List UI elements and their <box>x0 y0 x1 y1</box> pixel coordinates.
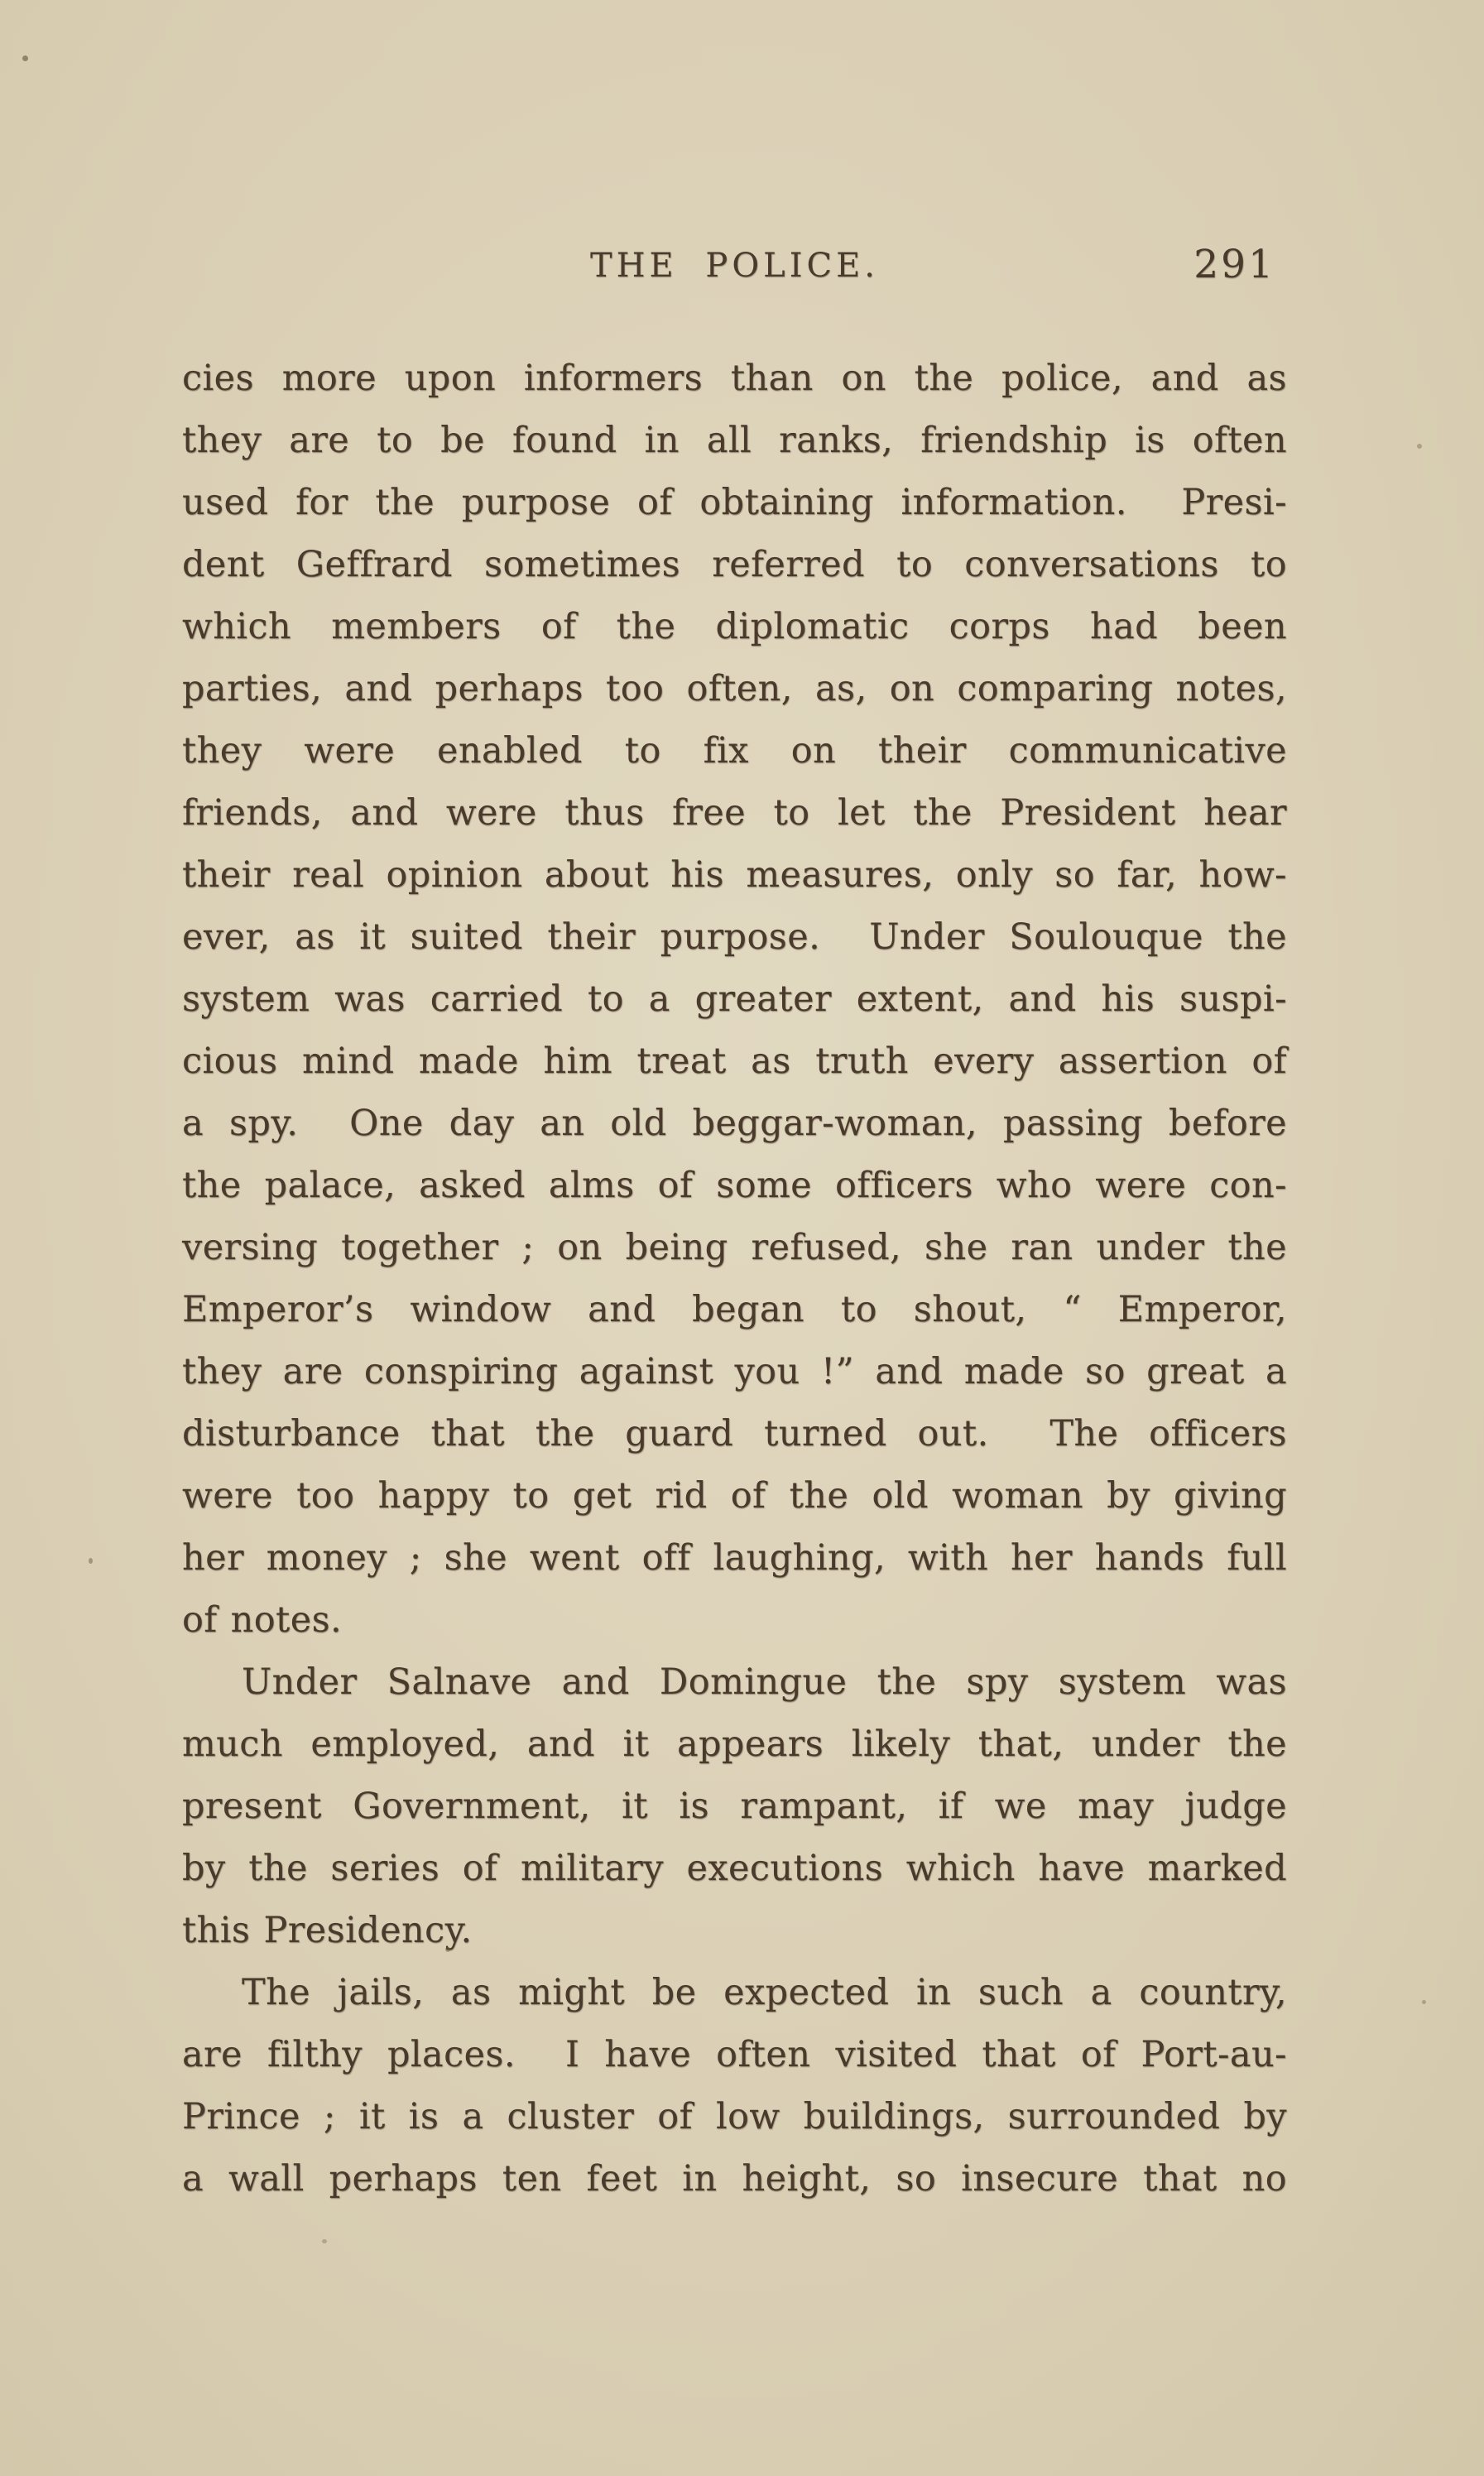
page-body <box>182 348 1287 2210</box>
text-line: Prince ; it is a cluster of low buildings, surrounded by <box>182 2096 1287 2137</box>
text-line: a spy. One day an old beggar-woman, passing before <box>182 1103 1287 1144</box>
text-line: Emperor’s window and began to shout, “ Emperor, <box>182 1289 1287 1330</box>
text-line: their real opinion about his measures, only so far, how- <box>182 854 1287 896</box>
text-line: the palace, asked alms of some officers who were con- <box>182 1165 1287 1206</box>
text-line: they were enabled to fix on their communicative <box>182 730 1287 772</box>
dust-speck <box>22 55 28 61</box>
text-line: cious mind made him treat as truth every assertion of <box>182 1041 1287 1082</box>
text-line: which members of the diplomatic corps had been <box>182 606 1287 647</box>
text-line: are filthy places. I have often visited that of Port-au- <box>182 2034 1287 2075</box>
text-line: disturbance that the guard turned out. The officers <box>182 1413 1287 1454</box>
text-line: friends, and were thus free to let the President hear <box>182 792 1287 834</box>
dust-speck <box>1417 444 1422 449</box>
page-number: 291 <box>1193 242 1275 287</box>
text-line: much employed, and it appears likely that, under the <box>182 1724 1287 1765</box>
text-line: versing together ; on being refused, she ran under the <box>182 1227 1287 1268</box>
text-line: they are conspiring against you !” and made so great a <box>182 1351 1287 1392</box>
dust-speck <box>322 2239 327 2243</box>
running-header-title: THE POLICE. <box>589 247 880 285</box>
page-header <box>182 242 1287 291</box>
text-line: used for the purpose of obtaining information. Presi- <box>182 482 1287 523</box>
dust-speck <box>89 1558 93 1564</box>
text-line: they are to be found in all ranks, friendship is often <box>182 420 1287 461</box>
text-line: cies more upon informers than on the police, and as <box>182 358 1287 399</box>
text-line: by the series of military executions which have marked <box>182 1848 1287 1889</box>
text-line: The jails, as might be expected in such a country, <box>242 1972 1287 2013</box>
text-line: her money ; she went off laughing, with her hands full <box>182 1537 1287 1579</box>
text-line: of notes. <box>182 1599 343 1641</box>
text-line: system was carried to a greater extent, and his suspi- <box>182 978 1287 1020</box>
dust-speck <box>445 1947 450 1952</box>
text-line: this Presidency. <box>182 1910 473 1951</box>
text-line: were too happy to get rid of the old woman by giving <box>182 1475 1287 1517</box>
dust-speck <box>1422 2000 1426 2004</box>
text-line: ever, as it suited their purpose. Under Soulouque the <box>182 916 1287 958</box>
text-line: a wall perhaps ten feet in height, so insecure that no <box>182 2158 1287 2200</box>
paragraph <box>182 348 1287 1651</box>
text-line: Under Salnave and Domingue the spy system was <box>242 1661 1287 1703</box>
paragraph <box>182 1651 1287 1962</box>
paragraph <box>182 1962 1287 2210</box>
text-line: present Government, it is rampant, if we may judge <box>182 1786 1287 1827</box>
text-line: parties, and perhaps too often, as, on comparing notes, <box>182 668 1287 709</box>
text-line: dent Geffrard sometimes referred to conversations to <box>182 544 1287 585</box>
